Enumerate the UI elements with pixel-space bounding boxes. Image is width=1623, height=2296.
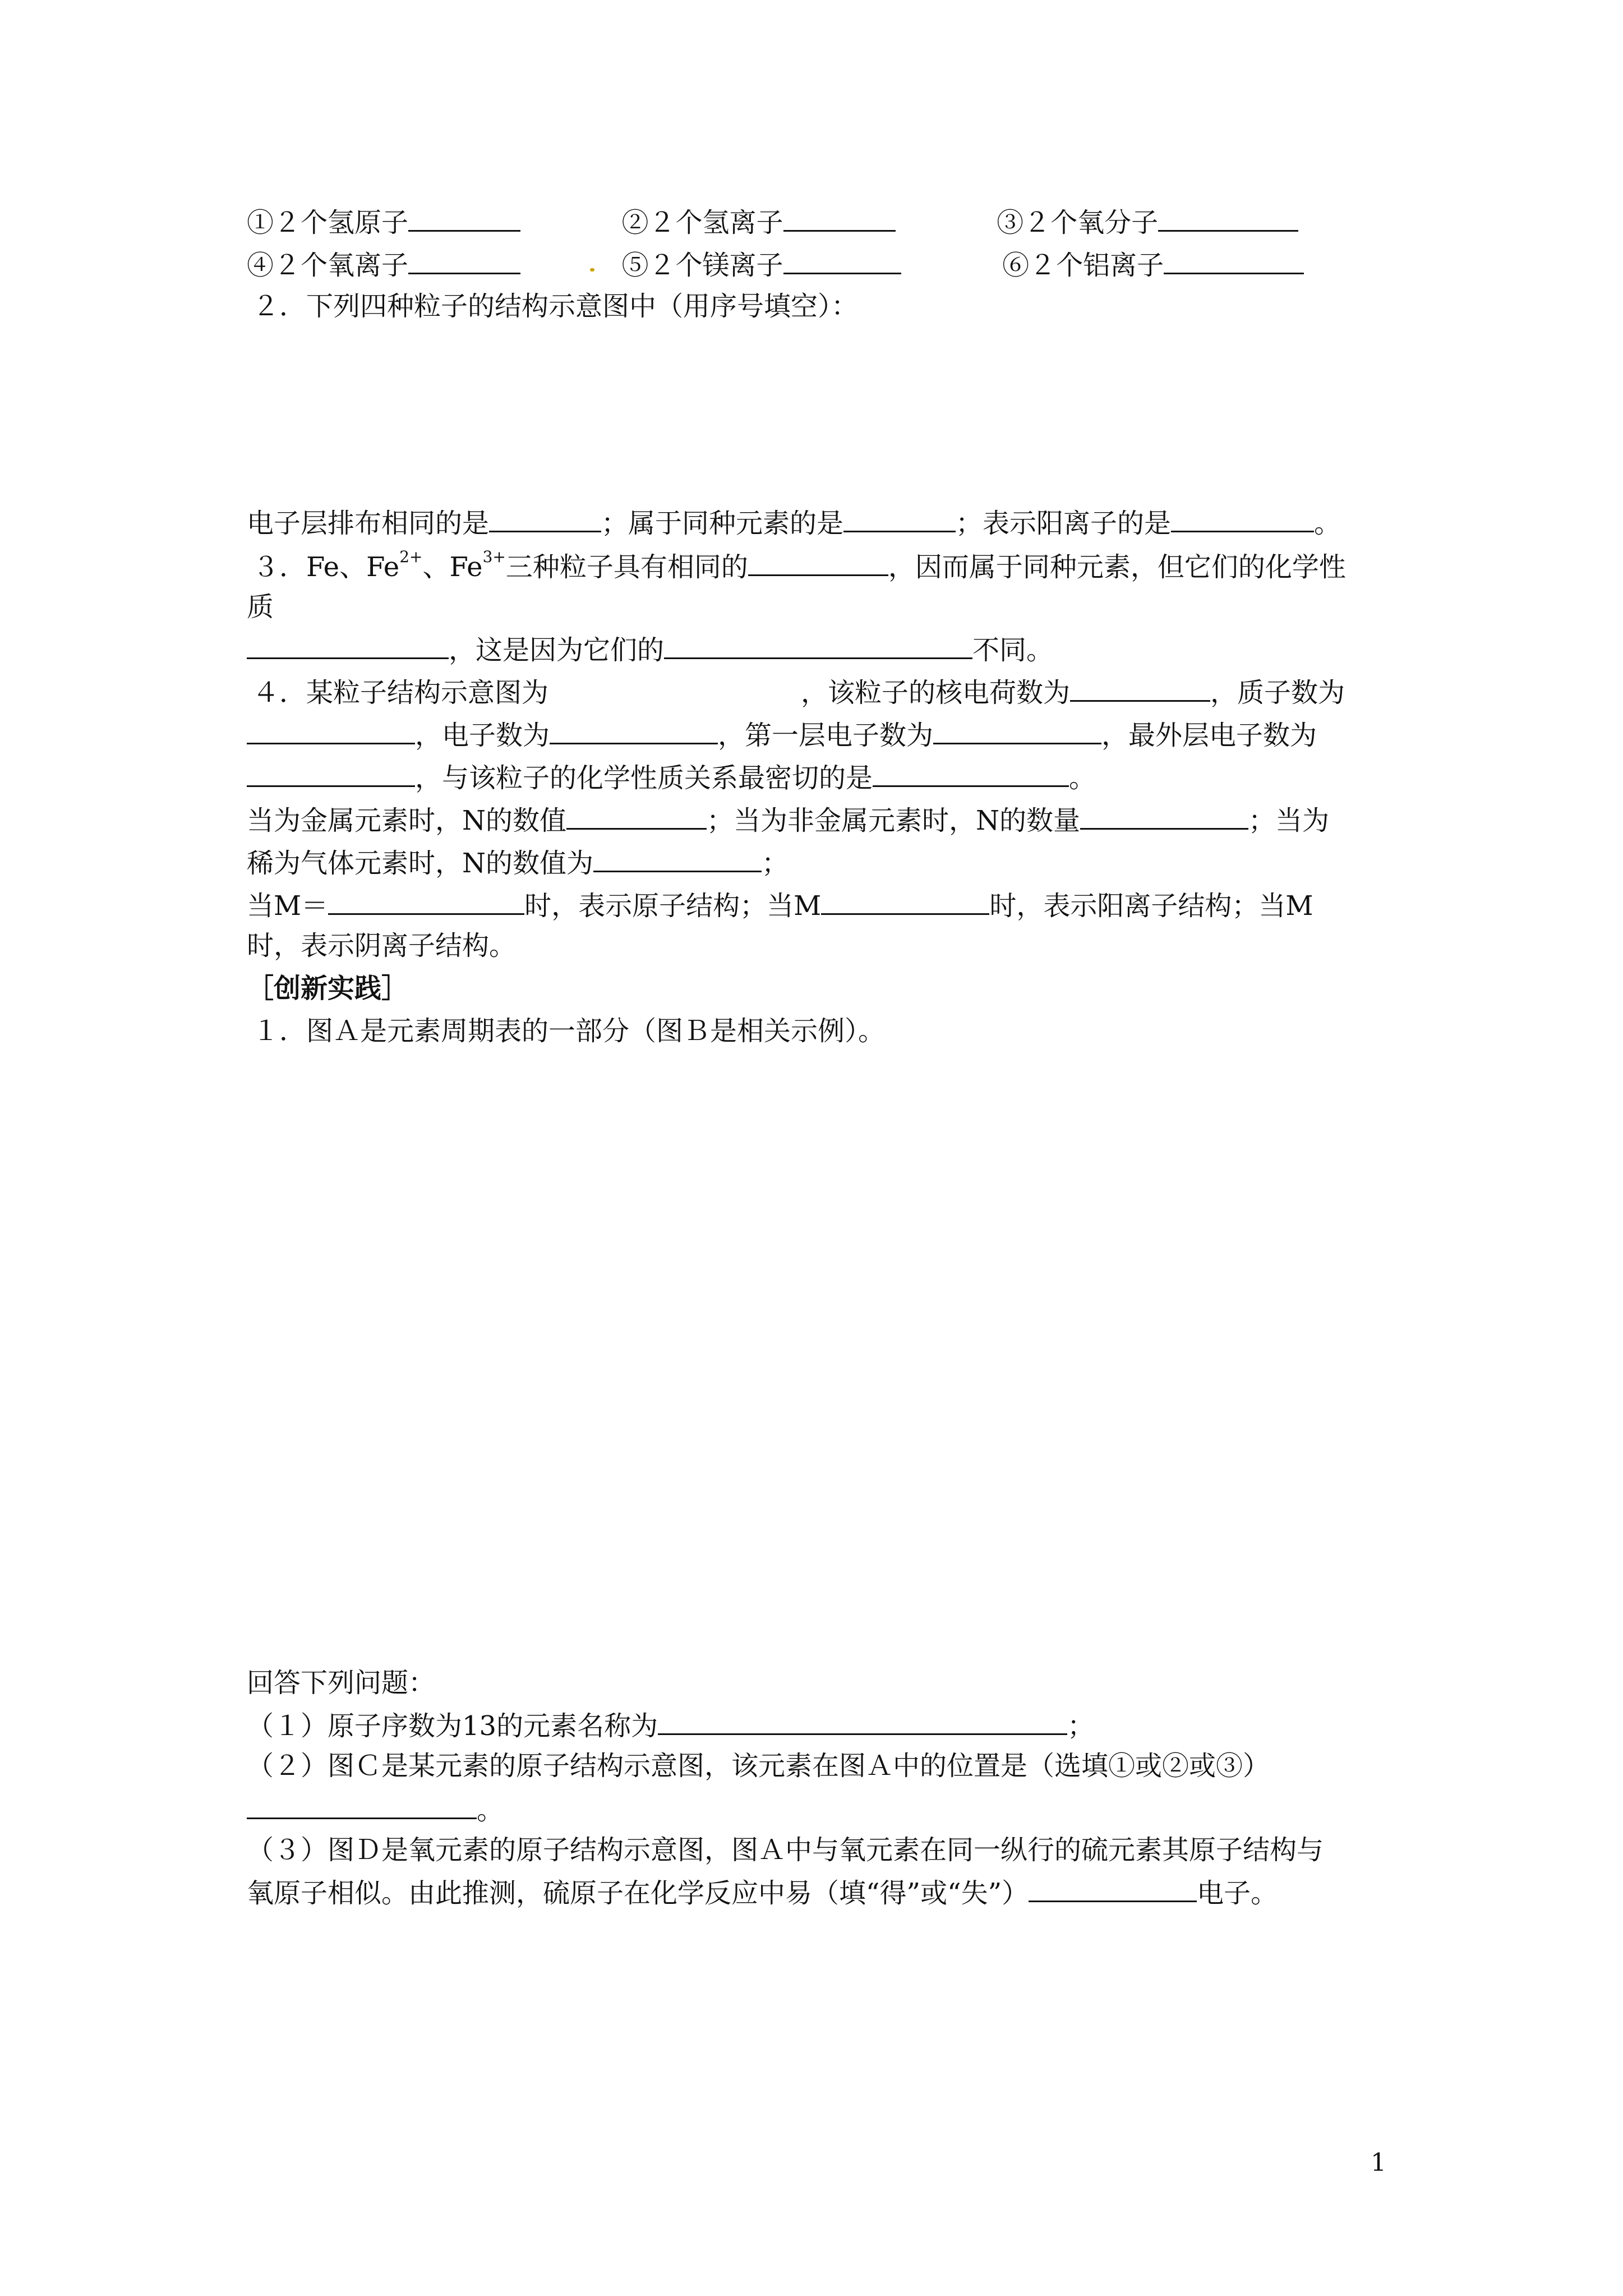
q1-item-1: ①２个氢原子 — [247, 207, 409, 238]
q3-line2: 质 — [247, 591, 274, 623]
q2-title: ２．下列四种粒子的结构示意图中（用序号填空）： — [252, 291, 859, 322]
q1-row1 — [247, 204, 1298, 240]
q1-item-6: ⑥２个铝离子 — [1002, 250, 1164, 281]
q4-line5: 稀为气体元素时，N的数值为 ； — [247, 845, 789, 880]
section-item-1: １．图Ａ是元素周期表的一部分（图Ｂ是相关示例）。 — [252, 1015, 886, 1047]
q3-blank-3[interactable] — [664, 632, 972, 659]
q1-blank-6[interactable] — [1164, 247, 1304, 274]
q1-blank-2[interactable] — [783, 204, 896, 232]
q4-blank-1[interactable] — [1070, 674, 1210, 702]
stray-mark — [590, 268, 594, 272]
q4-blank-11[interactable] — [821, 887, 989, 915]
q4-blank-4[interactable] — [933, 717, 1101, 744]
answer-3-line2: 氧原子相似。由此推测，硫原子在化学反应中易（填“得”或“失”） 电子。 — [247, 1875, 1278, 1910]
q4-line6: 当M＝ 时，表示原子结构；当M 时，表示阳离子结构；当M — [247, 887, 1313, 923]
section-heading: ［创新实践］ — [247, 973, 409, 1004]
q2-answers: 电子层排布相同的是 ；属于同种元素的是 ；表示阳离子的是 。 — [247, 505, 1341, 540]
q4-blank-2[interactable] — [247, 717, 415, 744]
page-number: 1 — [1371, 2148, 1386, 2177]
q2-blank-1[interactable] — [489, 505, 601, 532]
answer-1-blank[interactable] — [658, 1708, 1067, 1735]
q3-blank-2[interactable] — [247, 632, 449, 659]
q4-line2: ，电子数为 ，第一层电子数为 ，最外层电子数为 — [247, 717, 1317, 752]
q2-blank-2[interactable] — [843, 505, 956, 532]
answer-2-blank[interactable] — [247, 1792, 477, 1819]
answers-intro: 回答下列问题： — [247, 1667, 436, 1699]
q1-item-3: ③２个氧分子 — [997, 207, 1159, 238]
q4-blank-9[interactable] — [593, 845, 762, 872]
q4-line1: ４．某粒子结构示意图为 ，该粒子的核电荷数为 ，质子数为 — [252, 674, 1345, 710]
q4-line4: 当为金属元素时，N的数值 ；当为非金属元素时，N的数量 ；当为 — [247, 802, 1329, 838]
answer-3-blank[interactable] — [1029, 1875, 1197, 1902]
q4-blank-5[interactable] — [247, 760, 415, 787]
q1-blank-1[interactable] — [408, 204, 520, 232]
q3-line1: ３．Fe、$Fe^{2+}$、$Fe^{3+}$三种粒子具有相同的 ，因而属于同种元素，但它们的化学性 — [252, 547, 1346, 583]
q1-row2 — [247, 247, 1304, 282]
q4-blank-8[interactable] — [1080, 802, 1248, 830]
q1-blank-4[interactable] — [408, 247, 520, 274]
q4-blank-10[interactable] — [328, 887, 524, 915]
answer-2-fill: 。 — [247, 1792, 504, 1827]
q3-blank-1[interactable] — [748, 549, 888, 576]
q2-blank-3[interactable] — [1171, 505, 1314, 532]
q4-blank-3[interactable] — [550, 717, 718, 744]
q4-blank-6[interactable] — [873, 760, 1069, 787]
q1-item-4: ④２个氧离子 — [247, 250, 409, 281]
q1-blank-3[interactable] — [1158, 204, 1298, 232]
answer-1: （１）原子序数为13的元素名称为 ； — [247, 1708, 1094, 1743]
answer-2: （２）图Ｃ是某元素的原子结构示意图，该元素在图Ａ中的位置是（选填①或②或③） — [247, 1750, 1270, 1782]
q4-blank-7[interactable] — [566, 802, 707, 830]
q1-item-5: ⑤２个镁离子 — [621, 250, 783, 281]
q4-line7: 时，表示阴离子结构。 — [247, 930, 517, 961]
q4-line3: ，与该粒子的化学性质关系最密切的是 。 — [247, 760, 1096, 795]
q1-item-2: ②２个氢离子 — [621, 207, 783, 238]
q1-blank-5[interactable] — [783, 247, 901, 274]
q3-line3: ，这是因为它们的 不同。 — [247, 632, 1053, 667]
answer-3-line1: （３）图Ｄ是氧元素的原子结构示意图，图Ａ中与氧元素在同一纵行的硫元素其原子结构与 — [247, 1834, 1324, 1866]
